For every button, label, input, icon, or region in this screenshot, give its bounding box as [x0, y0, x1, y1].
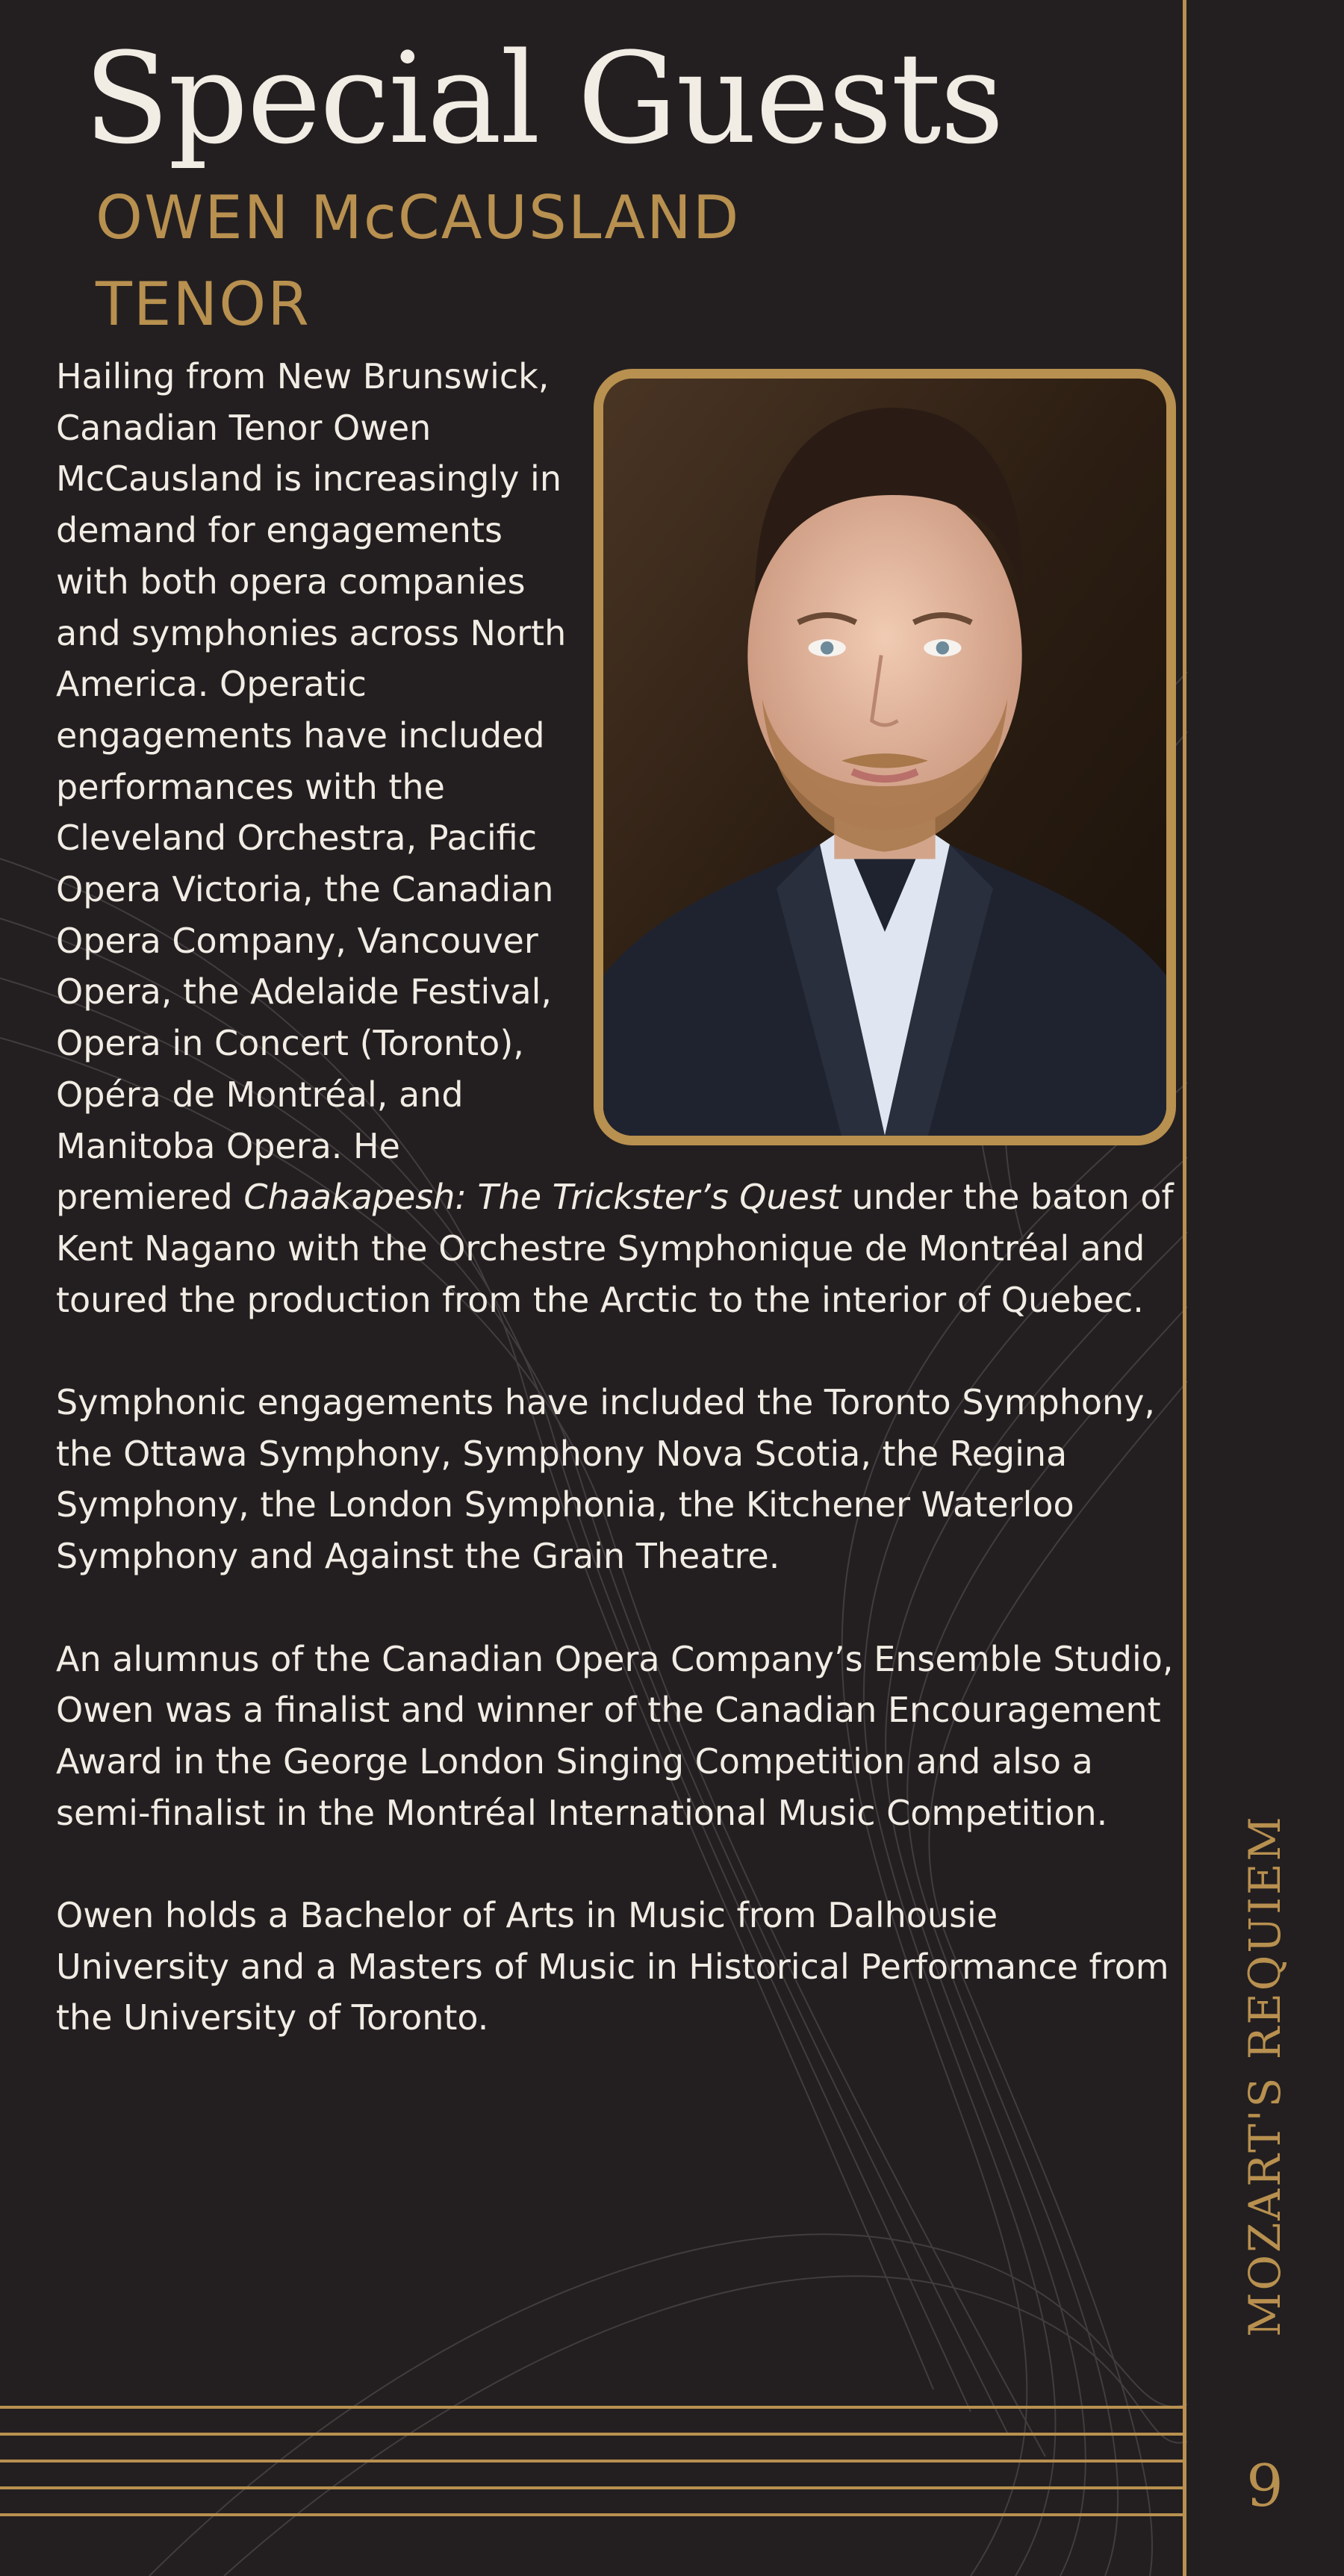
staff-line — [0, 2433, 1184, 2436]
staff-line — [0, 2460, 1184, 2463]
guest-voice-type: TENOR — [96, 270, 311, 339]
bio-career-intro: Hailing from New Brunswick, Canadian Tenor Owen McCausland is increasingly in demand for engagements with both opera companies and symphonies across North America. Operatic engagements have included performances with the Cleveland Orchestra, Pacific Opera Victoria, the Canadian Opera Company, Vancouver Opera, the Adelaide Festival, Opera in Concert (Toronto), Opéra de Montréal, and Manitoba Opera. He premiered — [56, 356, 567, 1218]
bio-paragraph-education: Owen holds a Bachelor of Arts in Music from Dalhousie University and a Masters of Music in Historical Performance from the University of Toronto. — [56, 1895, 1169, 2038]
staff-line — [0, 2513, 1184, 2516]
bio-paragraph-awards: An alumnus of the Canadian Opera Company’s Ensemble Studio, Owen was a finalist and winner of the Canadian Encouragement Award in the George London Singing Competition and also a semi-finalist in the Montréal International Music Competition. — [56, 1638, 1174, 1833]
guest-biography — [56, 351, 1176, 2095]
bio-paragraph-symphonic: Symphonic engagements have included the Toronto Symphony, the Ottawa Symphony, Symphony Nova Scotia, the Regina Symphony, the London Symphonia, the Kitchener Waterloo Symphony and Against the Grain Theatre. — [56, 1382, 1156, 1577]
staff-line — [0, 2486, 1184, 2489]
program-running-title: MOZART'S REQUIEM — [1239, 1814, 1290, 2337]
bio-premiered-work-title: Chaakapesh: The Trickster’s Quest — [243, 1177, 841, 1218]
page-number: 9 — [1246, 2453, 1284, 2520]
bio-career-outro: under the baton of Kent Nagano with the Orchestre Symphonique de Montréal and toured the production from the Arctic to the interior of Quebec. — [56, 1177, 1174, 1320]
page-title: Special Guests — [84, 25, 1003, 172]
sidebar-divider-line — [1183, 0, 1186, 2576]
guest-name: OWEN McCAUSLAND — [96, 183, 741, 252]
staff-line — [0, 2406, 1184, 2409]
guest-portrait-photo — [594, 369, 1176, 1145]
